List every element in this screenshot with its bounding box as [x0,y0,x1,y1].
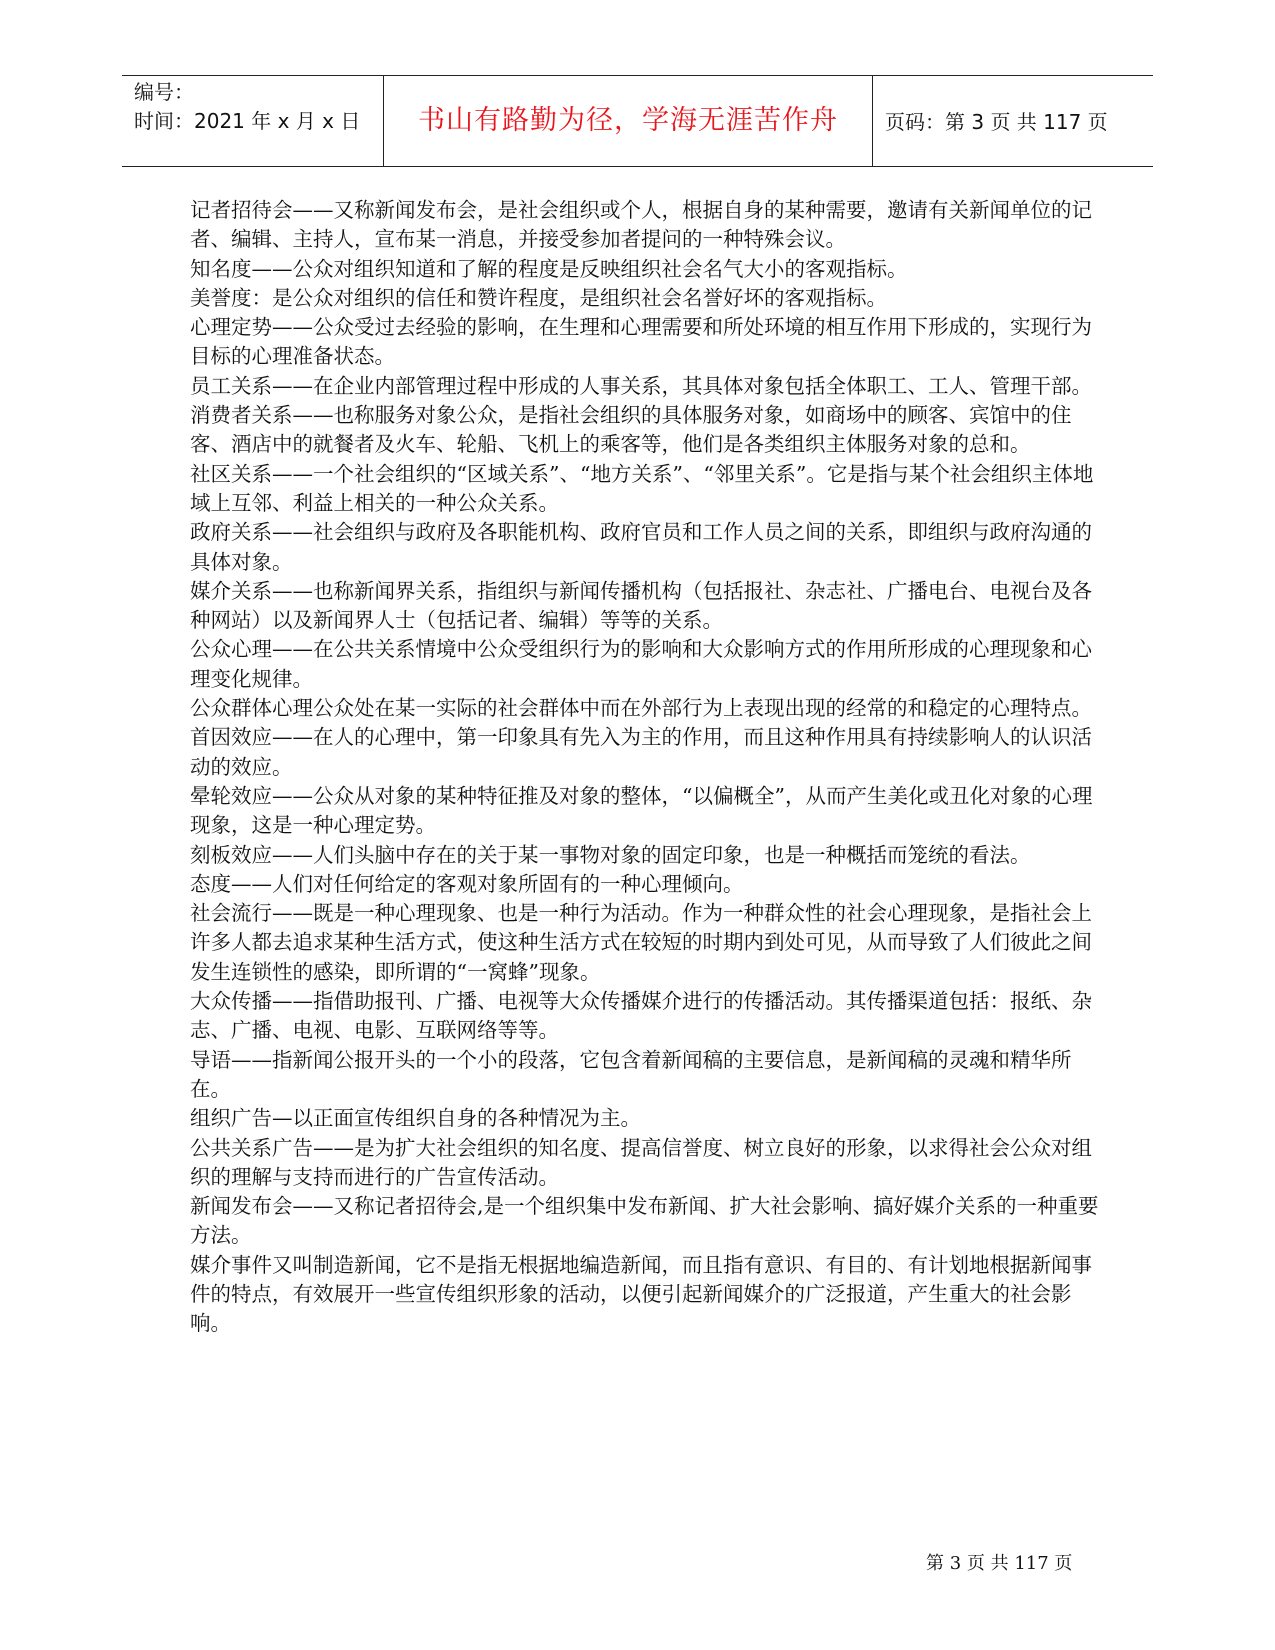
header-meta [122,76,384,166]
definition-paragraph: 晕轮效应——公众从对象的某种特征推及对象的整体，“以偏概全”，从而产生美化或丑化对象的心理现象，这是一种心理定势。 [190,783,1093,838]
header-motto: 书山有路勤为径，学海无涯苦作舟 [418,105,838,136]
definition-paragraph: 首因效应——在人的心理中，第一印象具有先入为主的作用，而且这种作用具有持续影响人的认识活动的效应。 [190,725,1092,779]
definition-paragraph: 社会流行——既是一种心理现象、也是一种行为活动。作为一种群众性的社会心理现象，是指社会上许多人都去追求某种生活方式，使这种生活方式在较短的时期内到处可见，从而导致了人们彼此之间发生连锁性的感染，即所谓的“一窝蜂”现象。 [190,901,1092,984]
definition-paragraph: 员工关系——在企业内部管理过程中形成的人事关系，其具体对象包括全体职工、工人、管理干部。 [190,373,1092,398]
document-body [190,196,1110,1339]
document-date-label: 时间：2021 年 x 月 x 日 [134,109,361,133]
definition-paragraph: 知名度——公众对组织知道和了解的程度是反映组织社会名气大小的客观指标。 [190,256,908,281]
definition-paragraph: 记者招待会——又称新闻发布会，是社会组织或个人，根据自身的某种需要，邀请有关新闻单位的记者、编辑、主持人，宣布某一消息，并接受参加者提问的一种特殊会议。 [190,198,1092,252]
header-page-cell [873,76,1153,166]
definition-paragraph: 媒介事件又叫制造新闻，它不是指无根据地编造新闻，而且指有意识、有目的、有计划地根据新闻事件的特点，有效展开一些宣传组织形象的活动，以便引起新闻媒介的广泛报道，产生重大的社会影响。 [190,1252,1092,1336]
definition-paragraph: 大众传播——指借助报刊、广播、电视等大众传播媒介进行的传播活动。其传播渠道包括：报纸、杂志、广播、电视、电影、互联网络等等。 [190,989,1092,1043]
definition-paragraph: 公共关系广告——是为扩大社会组织的知名度、提高信誉度、树立良好的形象，以求得社会公众对组织的理解与支持而进行的广告宣传活动。 [190,1135,1092,1189]
page-header [122,75,1153,167]
page-footer-number: 第 3 页 共 117 页 [926,1553,1073,1574]
definition-paragraph: 公众心理——在公共关系情境中公众受组织行为的影响和大众影响方式的作用所形成的心理现象和心理变化规律。 [190,637,1092,691]
definition-paragraph: 媒介关系——也称新闻界关系，指组织与新闻传播机构（包括报社、杂志社、广播电台、电视台及各种网站）以及新闻界人士（包括记者、编辑）等等的关系。 [190,578,1092,633]
definition-paragraph: 组织广告—以正面宣传组织自身的各种情况为主。 [190,1106,641,1131]
definition-paragraph: 新闻发布会——又称记者招待会,是一个组织集中发布新闻、扩大社会影响、搞好媒介关系的一种重要方法。 [190,1194,1099,1248]
definition-paragraph: 政府关系——社会组织与政府及各职能机构、政府官员和工作人员之间的关系，即组织与政府沟通的具体对象。 [190,520,1092,574]
definition-paragraph: 态度——人们对任何给定的客观对象所固有的一种心理倾向。 [190,871,744,896]
definition-paragraph: 消费者关系——也称服务对象公众，是指社会组织的具体服务对象，如商场中的顾客、宾馆中的住客、酒店中的就餐者及火车、轮船、飞机上的乘客等，他们是各类组织主体服务对象的总和。 [190,403,1072,457]
definition-paragraph: 导语——指新闻公报开头的一个小的段落，它包含着新闻稿的主要信息，是新闻稿的灵魂和精华所在。 [190,1047,1072,1101]
definition-paragraph: 公众群体心理公众处在某一实际的社会群体中而在外部行为上表现出现的经常的和稳定的心理特点。 [190,696,1092,721]
definition-paragraph: 心理定势——公众受过去经验的影响，在生理和心理需要和所处环境的相互作用下形成的，实现行为目标的心理准备状态。 [190,315,1092,369]
definition-paragraph: 刻板效应——人们头脑中存在的关于某一事物对象的固定印象，也是一种概括而笼统的看法。 [190,842,1031,867]
header-motto-cell [384,76,873,166]
document-number-label: 编号： [134,80,194,104]
definition-paragraph: 美誉度：是公众对组织的信任和赞许程度，是组织社会名誉好坏的客观指标。 [190,285,887,310]
header-page-number: 页码：第 3 页 共 117 页 [885,110,1108,134]
definition-paragraph: 社区关系——一个社会组织的“区域关系”、“地方关系”、“邻里关系”。它是指与某个社会组织主体地域上互邻、利益上相关的一种公众关系。 [190,461,1094,515]
